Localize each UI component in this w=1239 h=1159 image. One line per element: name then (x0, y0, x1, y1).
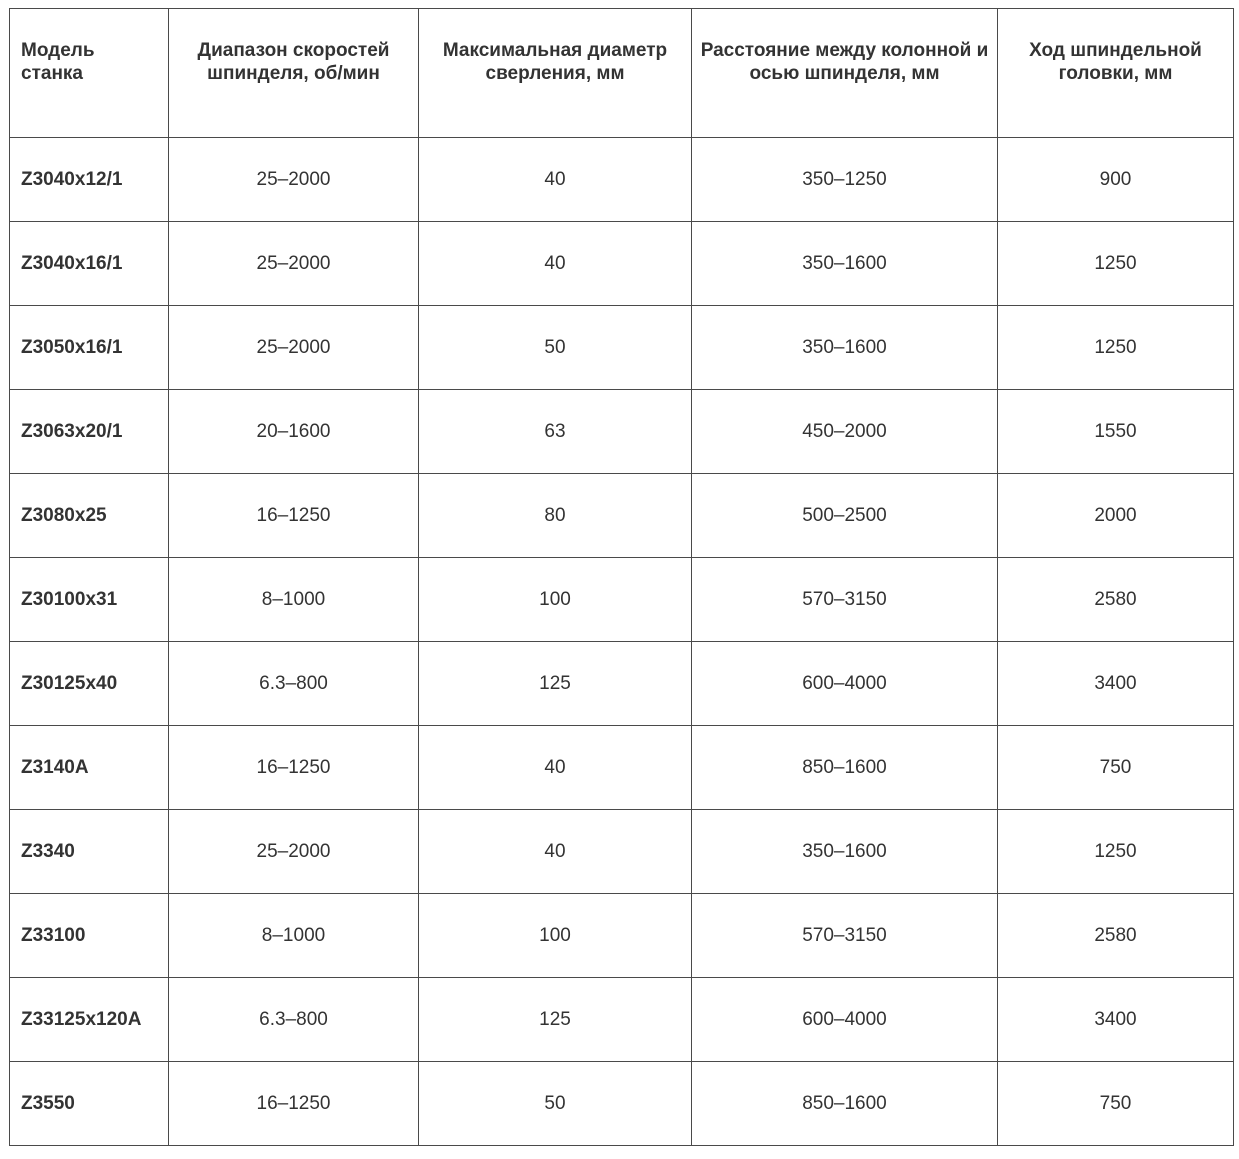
cell-model: Z3340 (10, 810, 169, 894)
header-column-spindle-distance: Расстояние между колонной и осью шпинделя, мм (692, 9, 998, 138)
table-row (10, 810, 1234, 894)
drill-specs-table (9, 8, 1234, 1146)
cell-max-drill-diameter: 63 (419, 390, 692, 474)
cell-spindle-speed-range: 25–2000 (169, 222, 419, 306)
cell-model: Z30125x40 (10, 642, 169, 726)
cell-spindle-head-travel: 1250 (998, 222, 1234, 306)
cell-column-spindle-distance: 350–1600 (692, 810, 998, 894)
cell-model: Z33125x120A (10, 978, 169, 1062)
header-spindle-head-travel: Ход шпиндельной головки, мм (998, 9, 1234, 138)
cell-column-spindle-distance: 350–1600 (692, 222, 998, 306)
cell-spindle-head-travel: 3400 (998, 642, 1234, 726)
table-row (10, 642, 1234, 726)
cell-column-spindle-distance: 350–1250 (692, 138, 998, 222)
table-body (10, 138, 1234, 1146)
cell-max-drill-diameter: 100 (419, 558, 692, 642)
cell-max-drill-diameter: 50 (419, 1062, 692, 1146)
cell-column-spindle-distance: 350–1600 (692, 306, 998, 390)
cell-spindle-head-travel: 750 (998, 1062, 1234, 1146)
cell-model: Z3063x20/1 (10, 390, 169, 474)
table-header (10, 9, 1234, 138)
cell-model: Z3050x16/1 (10, 306, 169, 390)
cell-column-spindle-distance: 570–3150 (692, 894, 998, 978)
cell-max-drill-diameter: 100 (419, 894, 692, 978)
cell-max-drill-diameter: 125 (419, 642, 692, 726)
cell-max-drill-diameter: 40 (419, 810, 692, 894)
table-row (10, 558, 1234, 642)
cell-spindle-head-travel: 1250 (998, 810, 1234, 894)
cell-max-drill-diameter: 50 (419, 306, 692, 390)
table-row (10, 138, 1234, 222)
cell-spindle-speed-range: 25–2000 (169, 138, 419, 222)
cell-spindle-head-travel: 1550 (998, 390, 1234, 474)
cell-column-spindle-distance: 600–4000 (692, 642, 998, 726)
header-max-drill-diameter: Максимальная диаметр сверления, мм (419, 9, 692, 138)
cell-spindle-head-travel: 2580 (998, 894, 1234, 978)
cell-model: Z3040x12/1 (10, 138, 169, 222)
table-row (10, 222, 1234, 306)
cell-spindle-head-travel: 900 (998, 138, 1234, 222)
cell-column-spindle-distance: 850–1600 (692, 1062, 998, 1146)
cell-spindle-speed-range: 6.3–800 (169, 642, 419, 726)
cell-model: Z30100x31 (10, 558, 169, 642)
cell-model: Z3140A (10, 726, 169, 810)
cell-model: Z3550 (10, 1062, 169, 1146)
cell-column-spindle-distance: 450–2000 (692, 390, 998, 474)
cell-max-drill-diameter: 80 (419, 474, 692, 558)
cell-spindle-speed-range: 8–1000 (169, 558, 419, 642)
cell-max-drill-diameter: 40 (419, 222, 692, 306)
cell-max-drill-diameter: 125 (419, 978, 692, 1062)
cell-spindle-head-travel: 2000 (998, 474, 1234, 558)
cell-spindle-speed-range: 25–2000 (169, 810, 419, 894)
cell-max-drill-diameter: 40 (419, 138, 692, 222)
cell-spindle-speed-range: 8–1000 (169, 894, 419, 978)
cell-column-spindle-distance: 500–2500 (692, 474, 998, 558)
cell-spindle-speed-range: 25–2000 (169, 306, 419, 390)
cell-spindle-speed-range: 16–1250 (169, 726, 419, 810)
table-row (10, 894, 1234, 978)
cell-spindle-speed-range: 16–1250 (169, 1062, 419, 1146)
cell-column-spindle-distance: 570–3150 (692, 558, 998, 642)
cell-spindle-head-travel: 2580 (998, 558, 1234, 642)
cell-spindle-head-travel: 750 (998, 726, 1234, 810)
cell-model: Z3040x16/1 (10, 222, 169, 306)
cell-spindle-head-travel: 3400 (998, 978, 1234, 1062)
cell-spindle-speed-range: 20–1600 (169, 390, 419, 474)
cell-model: Z3080x25 (10, 474, 169, 558)
table-row (10, 978, 1234, 1062)
table-row (10, 306, 1234, 390)
cell-spindle-head-travel: 1250 (998, 306, 1234, 390)
cell-spindle-speed-range: 6.3–800 (169, 978, 419, 1062)
header-row (10, 9, 1234, 138)
table-row (10, 1062, 1234, 1146)
header-model: Модель станка (10, 9, 169, 138)
cell-max-drill-diameter: 40 (419, 726, 692, 810)
table-row (10, 726, 1234, 810)
header-spindle-speed-range: Диапазон скоростей шпинделя, об/мин (169, 9, 419, 138)
table-row (10, 390, 1234, 474)
cell-spindle-speed-range: 16–1250 (169, 474, 419, 558)
cell-column-spindle-distance: 850–1600 (692, 726, 998, 810)
cell-model: Z33100 (10, 894, 169, 978)
cell-column-spindle-distance: 600–4000 (692, 978, 998, 1062)
table-row (10, 474, 1234, 558)
